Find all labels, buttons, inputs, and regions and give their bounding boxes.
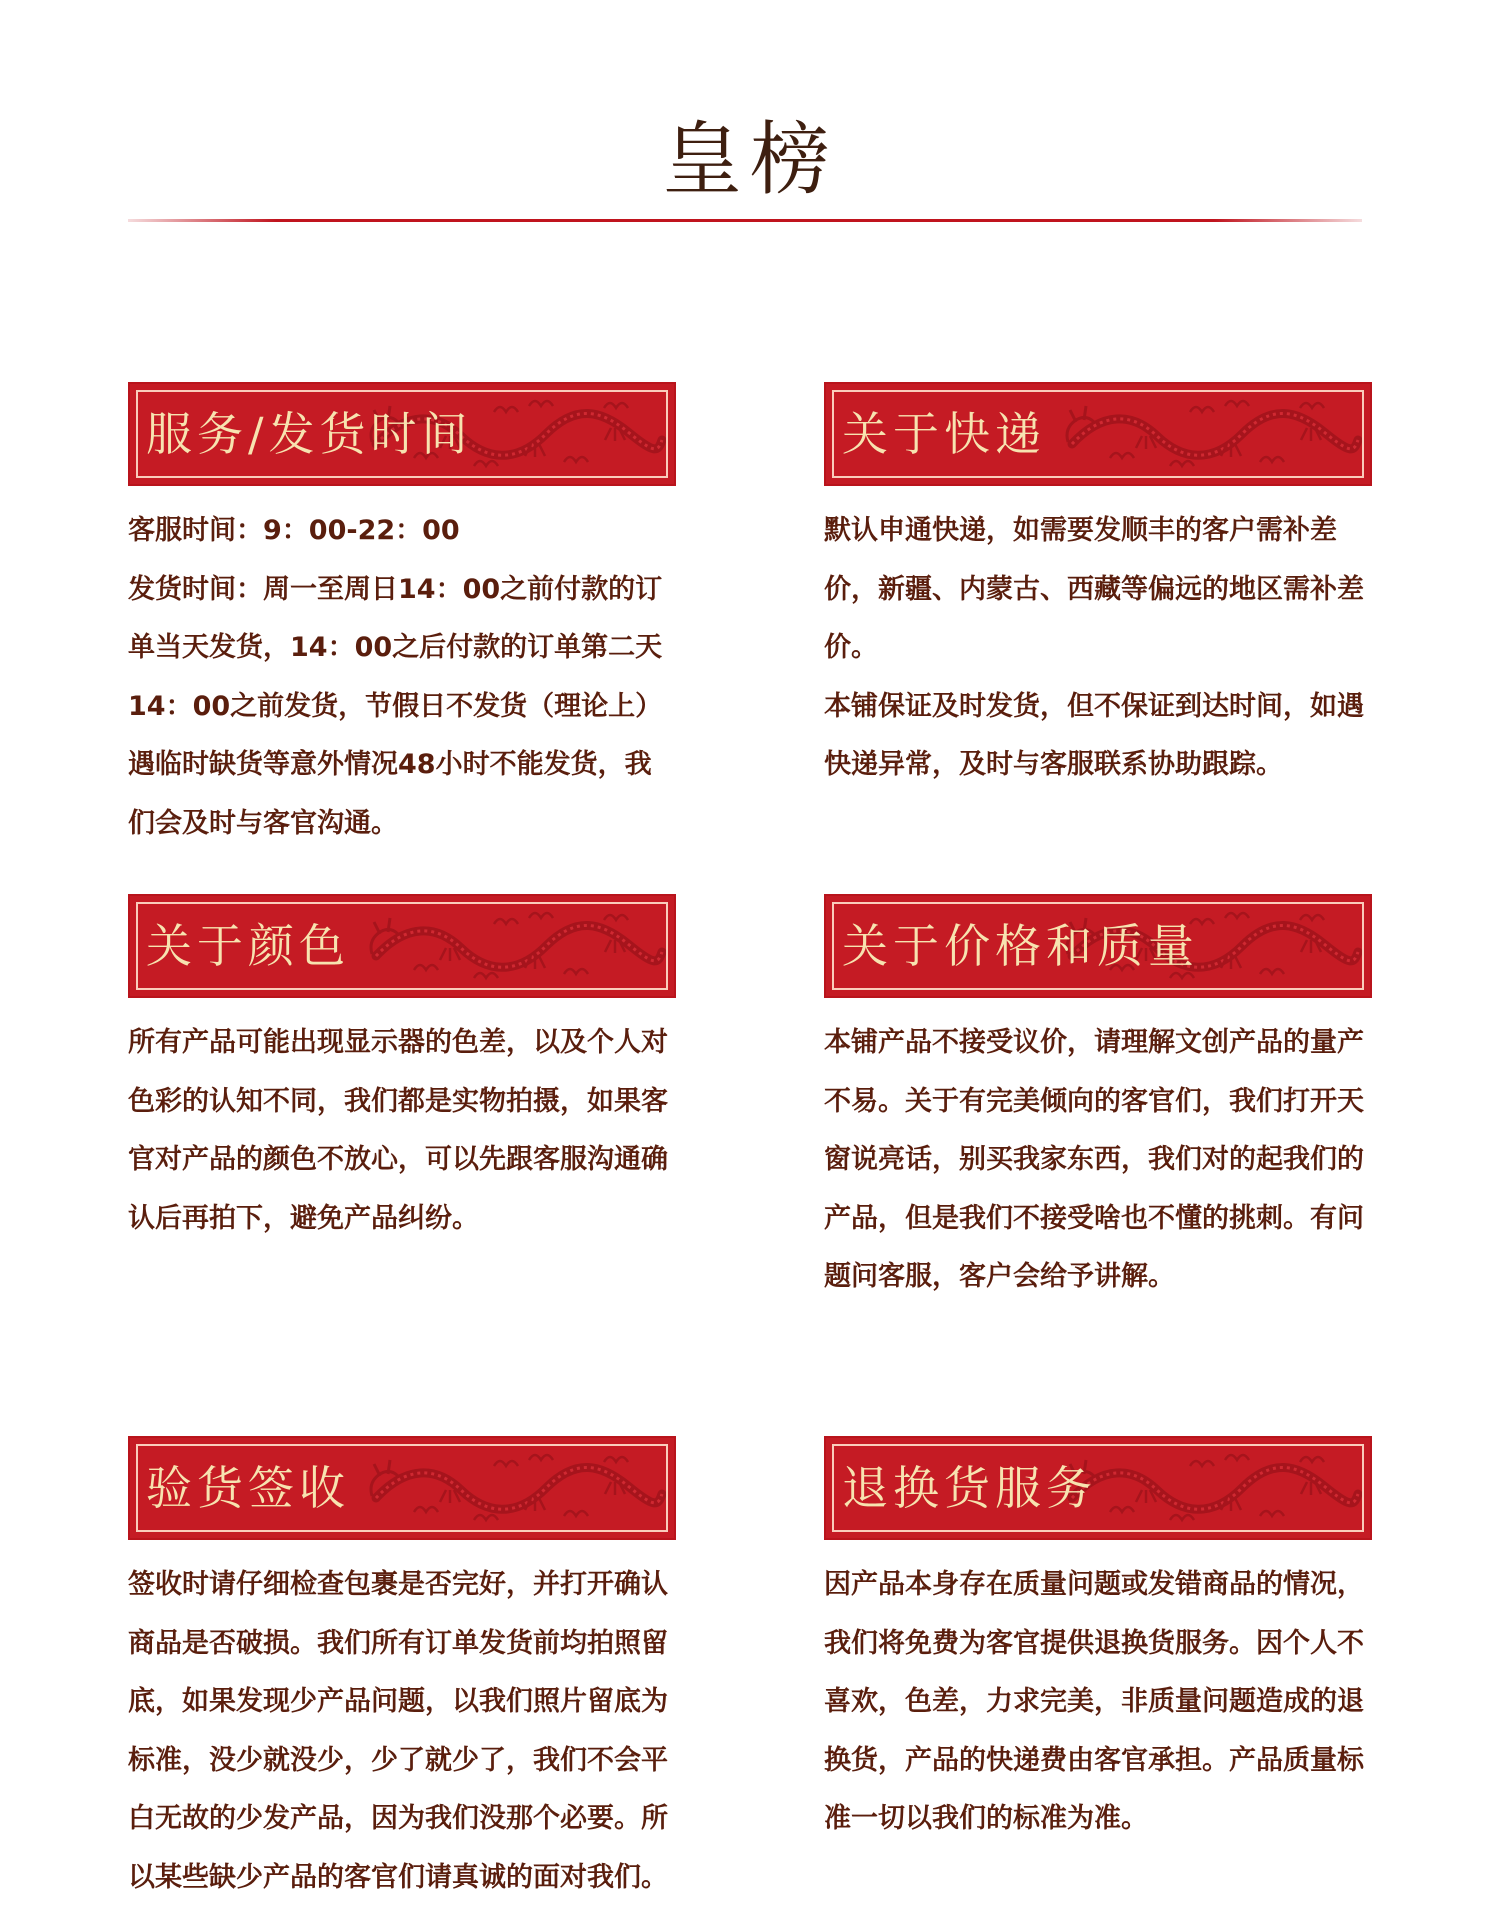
section-paragraph: 默认申通快递，如需要发顺丰的客户需补差价，新疆、内蒙古、西藏等偏远的地区需补差价。 bbox=[824, 515, 1364, 663]
section-body bbox=[824, 502, 1372, 795]
section-paragraph: 签收时请仔细检查包裹是否完好，并打开确认商品是否破损。我们所有订单发货前均拍照留底，如果发现少产品问题，以我们照片留底为标准，没少就没少，少了就少了，我们不会平白无故的少发产品，因为我们没那个必要。所以某些缺少产品的客官们请真诚的面对我们。 bbox=[128, 1569, 668, 1893]
section-banner bbox=[824, 1436, 1372, 1540]
dragon-icon bbox=[366, 904, 666, 988]
section-title: 关于价格和质量 bbox=[842, 919, 1199, 973]
section-title: 服务/发货时间 bbox=[146, 407, 473, 461]
section-body bbox=[128, 502, 676, 853]
section-banner bbox=[128, 894, 676, 998]
section-paragraph: 所有产品可能出现显示器的色差，以及个人对色彩的认知不同，我们都是实物拍摄，如果客官对产品的颜色不放心，可以先跟客服沟通确认后再拍下，避免产品纠纷。 bbox=[128, 1027, 668, 1234]
section-body bbox=[128, 1556, 676, 1907]
section-express bbox=[824, 382, 1372, 795]
section-price-quality bbox=[824, 894, 1372, 1307]
title-divider bbox=[128, 219, 1362, 222]
dragon-icon bbox=[1062, 392, 1362, 476]
section-title: 退换货服务 bbox=[842, 1461, 1097, 1515]
section-inspection bbox=[128, 1436, 676, 1907]
section-color bbox=[128, 894, 676, 1248]
section-paragraph: 发货时间：周一至周日14：00之前付款的订单当天发货，14：00之后付款的订单第二天14：00之前发货，节假日不发货（理论上）遇临时缺货等意外情况48小时不能发货，我们会及时与客官沟通。 bbox=[128, 573, 663, 839]
section-title: 关于快递 bbox=[842, 407, 1046, 461]
section-body bbox=[824, 1556, 1372, 1849]
section-paragraph: 本铺保证及时发货，但不保证到达时间，如遇快递异常，及时与客服联系协助跟踪。 bbox=[824, 690, 1364, 780]
section-body bbox=[128, 1014, 676, 1248]
page-title: 皇榜 bbox=[662, 113, 838, 206]
section-banner bbox=[128, 382, 676, 486]
section-banner bbox=[824, 894, 1372, 998]
section-paragraph: 本铺产品不接受议价，请理解文创产品的量产不易。关于有完美倾向的客官们，我们打开天窗说亮话，别买我家东西，我们对的起我们的产品，但是我们不接受啥也不懂的挑刺。有问题问客服，客户会给予讲解。 bbox=[824, 1027, 1364, 1292]
section-banner bbox=[128, 1436, 676, 1540]
section-paragraph: 客服时间：9：00-22：00 bbox=[128, 515, 460, 546]
dragon-icon bbox=[366, 1446, 666, 1530]
section-body bbox=[824, 1014, 1372, 1307]
section-title: 关于颜色 bbox=[146, 919, 350, 973]
section-paragraph: 因产品本身存在质量问题或发错商品的情况，我们将免费为客官提供退换货服务。因个人不喜欢，色差，力求完美，非质量问题造成的退换货，产品的快递费由客官承担。产品质量标准一切以我们的标准为准。 bbox=[824, 1569, 1364, 1834]
dragon-icon bbox=[1062, 1446, 1362, 1530]
section-title: 验货签收 bbox=[146, 1461, 350, 1515]
section-service-time bbox=[128, 382, 676, 853]
section-banner bbox=[824, 382, 1372, 486]
section-returns bbox=[824, 1436, 1372, 1849]
